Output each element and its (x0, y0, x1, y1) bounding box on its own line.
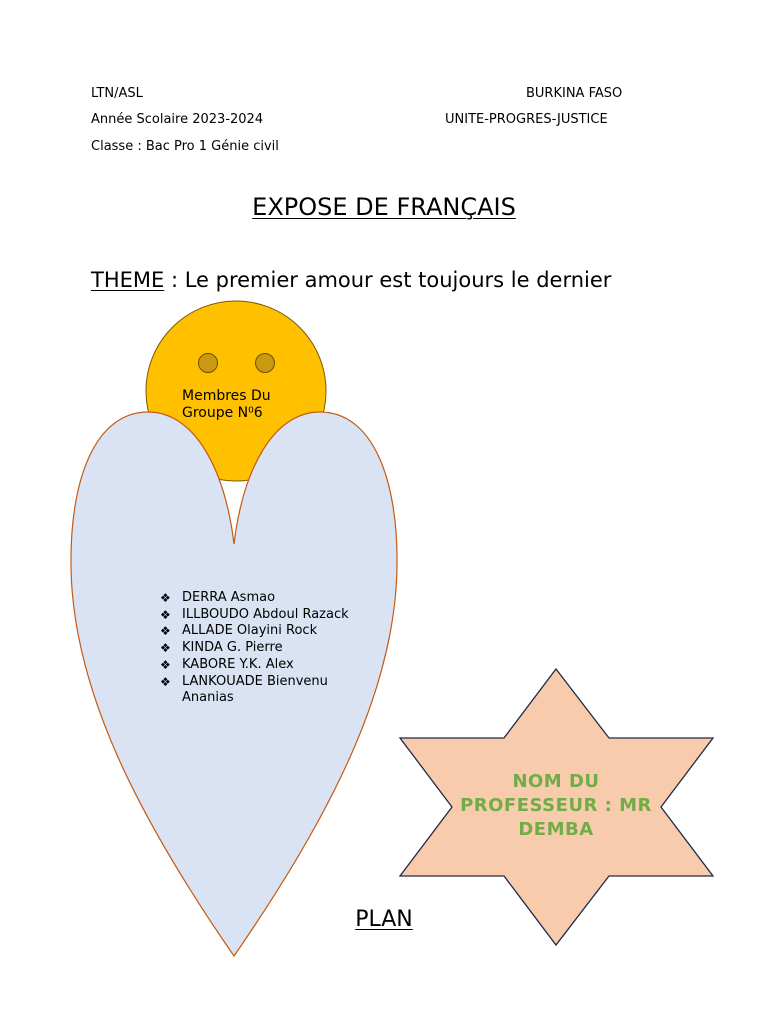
header-motto: UNITE-PROGRES-JUSTICE (445, 112, 608, 127)
member-name: ILLBOUDO Abdoul Razack (182, 606, 349, 622)
member-name: DERRA Asmao (182, 590, 276, 605)
theme-text: : Le premier amour est toujours le dernier (164, 268, 612, 292)
list-item (160, 607, 350, 624)
list-item (160, 623, 350, 640)
member-name: ALLADE Olayini Rock (182, 623, 318, 639)
diamond-bullet-icon: ❖ (160, 674, 171, 689)
header-class: Classe : Bac Pro 1 Génie civil (91, 139, 279, 154)
header-school-year: Année Scolaire 2023-2024 (91, 112, 264, 127)
header-country: BURKINA FASO (526, 86, 623, 101)
member-name: LANKOUADE Bienvenu Ananias (182, 673, 328, 706)
member-name: KINDA G. Pierre (182, 640, 283, 656)
diamond-bullet-icon: ❖ (160, 657, 171, 672)
list-item (160, 657, 350, 674)
diamond-bullet-icon: ❖ (160, 607, 171, 622)
diamond-bullet-icon: ❖ (160, 641, 171, 656)
plan-heading-text: PLAN (355, 907, 413, 932)
smiley-right-eye (256, 354, 275, 373)
professor-name: NOM DU PROFESSEUR : MR DEMBA (460, 771, 652, 840)
list-item (160, 590, 350, 607)
member-name: KABORE Y.K. Alex (182, 656, 294, 672)
group-members-list (160, 590, 350, 707)
page-title-text: EXPOSE DE FRANÇAIS (252, 193, 516, 221)
smiley-left-eye (199, 354, 218, 373)
list-item (160, 640, 350, 657)
group-label: Membres Du Groupe N⁰6 (182, 388, 271, 421)
diamond-bullet-icon: ❖ (160, 591, 171, 605)
theme-label: THEME (91, 268, 165, 292)
diamond-bullet-icon: ❖ (160, 624, 171, 639)
header-school: LTN/ASL (91, 86, 143, 101)
plan-heading (0, 906, 768, 934)
list-item (160, 674, 350, 707)
